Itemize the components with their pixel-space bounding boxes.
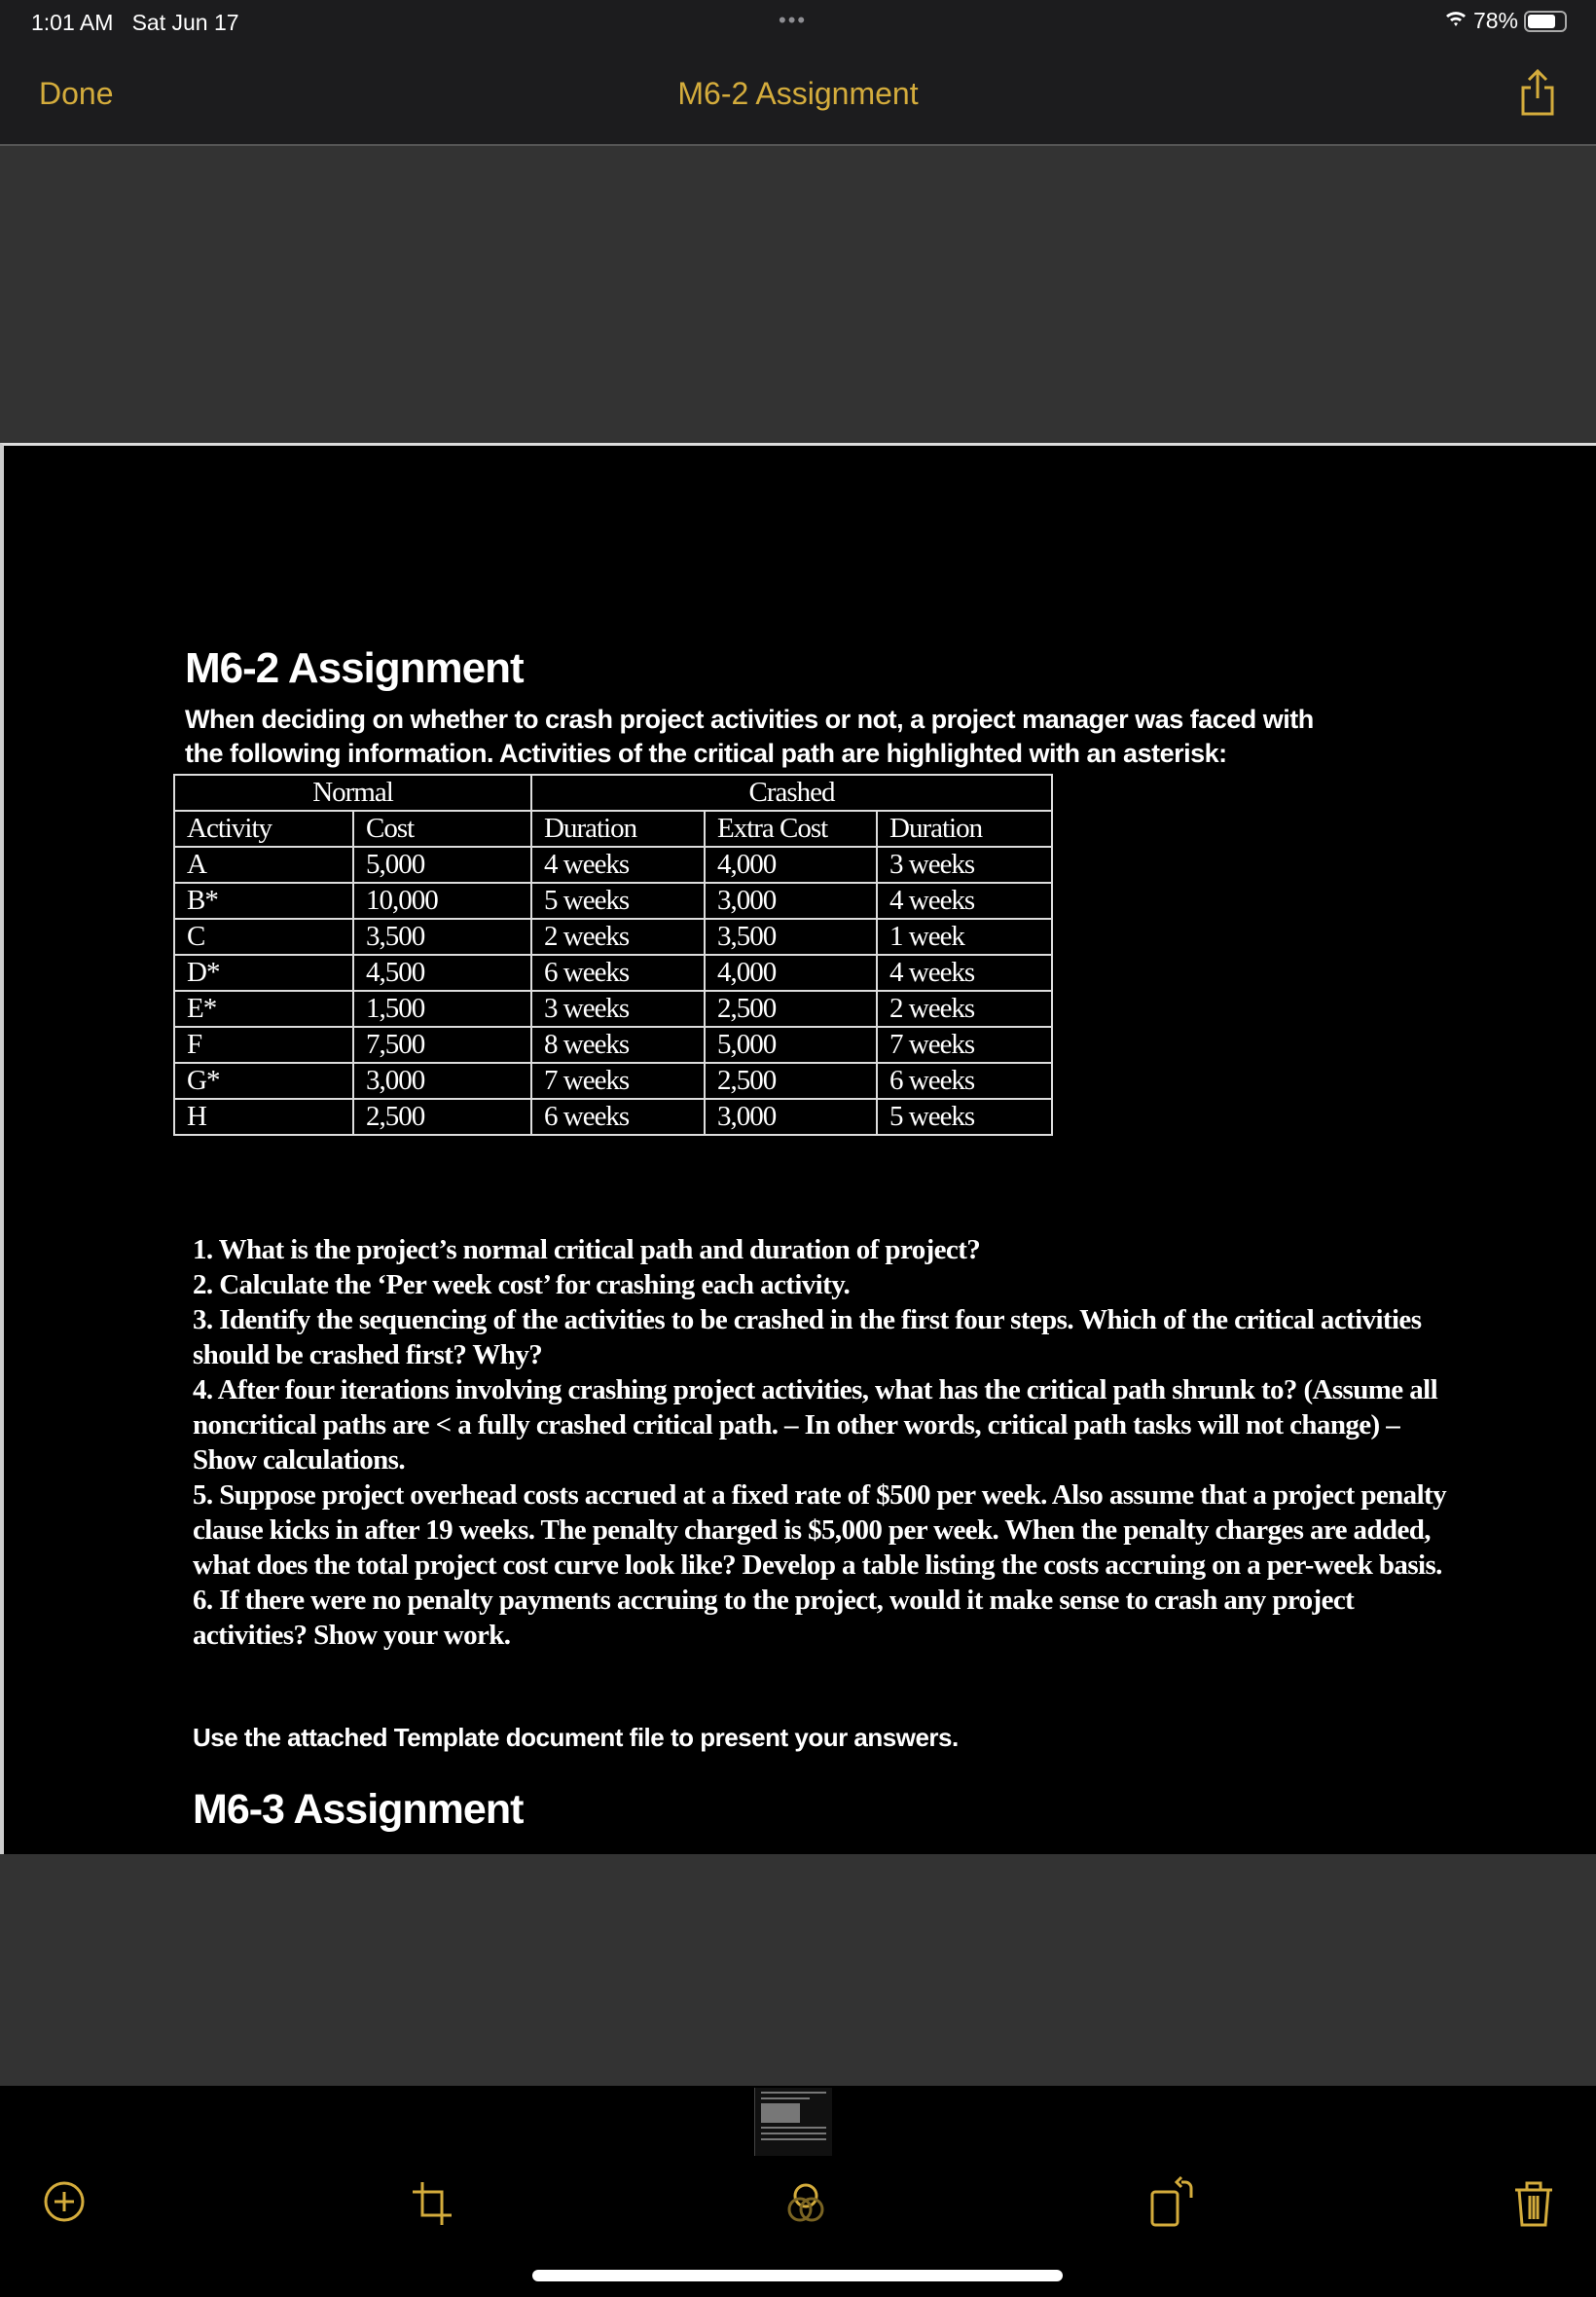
multitasking-dots[interactable]: ••• xyxy=(779,8,808,32)
table-cell: 3,500 xyxy=(705,919,877,955)
table-row xyxy=(174,1099,1052,1135)
page-gap xyxy=(0,144,1596,443)
table-cell: 4,000 xyxy=(705,955,877,991)
table-cell: 5 weeks xyxy=(531,883,705,919)
battery-icon xyxy=(1524,11,1567,32)
table-cell: 1 week xyxy=(877,919,1052,955)
table-cell: 6 weeks xyxy=(531,1099,705,1135)
table-cell: 3,000 xyxy=(705,883,877,919)
top-bar xyxy=(0,0,1596,144)
share-icon[interactable] xyxy=(1518,68,1557,122)
th-duration: Duration xyxy=(531,811,705,847)
question: 3. Identify the sequencing of the activities to be crashed in the first four steps. Which of the critical activities should be crashed first? Why? xyxy=(193,1304,1422,1370)
table-cell: 2,500 xyxy=(705,991,877,1027)
table-cell: 6 weeks xyxy=(531,955,705,991)
table-cell: F xyxy=(174,1027,353,1063)
table-cell: D* xyxy=(174,955,353,991)
table-cell: 6 weeks xyxy=(877,1063,1052,1099)
table-cell: 8 weeks xyxy=(531,1027,705,1063)
table-row xyxy=(174,1063,1052,1099)
table-cell: C xyxy=(174,919,353,955)
wifi-icon xyxy=(1444,8,1468,34)
table-cell: B* xyxy=(174,883,353,919)
filter-icon[interactable] xyxy=(784,2180,827,2232)
th-extra-cost: Extra Cost xyxy=(705,811,877,847)
table-cell: 10,000 xyxy=(353,883,531,919)
table-cell: 1,500 xyxy=(353,991,531,1027)
table-row xyxy=(174,847,1052,883)
table-cell: 7 weeks xyxy=(877,1027,1052,1063)
table-cell: 4,500 xyxy=(353,955,531,991)
next-heading: M6-3 Assignment xyxy=(193,1786,524,1833)
table-cell: 3 weeks xyxy=(877,847,1052,883)
table-cell: 2 weeks xyxy=(877,991,1052,1027)
table-cell: 2,500 xyxy=(353,1099,531,1135)
table-row xyxy=(174,991,1052,1027)
question: 2. Calculate the ‘Per week cost’ for crashing each activity. xyxy=(193,1269,851,1300)
home-indicator[interactable] xyxy=(532,2270,1063,2281)
table-cell: H xyxy=(174,1099,353,1135)
question: 5. Suppose project overhead costs accrued at a fixed rate of $500 per week. Also assume that a project penalty clause kicks in after 19 weeks. The penalty charged is $5,000 per week. When the penalty charges are added, what does the total project cost curve look like? Develop a table listing the costs accruing on a per-week basis. xyxy=(193,1479,1446,1581)
page-gap-bottom xyxy=(0,1854,1596,2086)
question: 1. What is the project’s normal critical path and duration of project? xyxy=(193,1234,981,1265)
table-row xyxy=(174,955,1052,991)
table-cell: 5 weeks xyxy=(877,1099,1052,1135)
th-crashed-duration: Duration xyxy=(877,811,1052,847)
table-row xyxy=(174,1027,1052,1063)
table-cell: E* xyxy=(174,991,353,1027)
battery-status xyxy=(1444,8,1567,34)
question: 6. If there were no penalty payments accruing to the project, would it make sense to crash any project activities? Show your work. xyxy=(193,1585,1355,1651)
crop-icon[interactable] xyxy=(411,2180,453,2232)
table-cell: 3 weeks xyxy=(531,991,705,1027)
crash-table xyxy=(173,774,1053,1136)
table-cell: 3,000 xyxy=(705,1099,877,1135)
group-crashed: Crashed xyxy=(531,775,1052,811)
table-cell: 4 weeks xyxy=(877,883,1052,919)
th-cost: Cost xyxy=(353,811,531,847)
questions-list xyxy=(193,1232,1458,1653)
add-icon[interactable] xyxy=(43,2180,86,2228)
table-cell: G* xyxy=(174,1063,353,1099)
battery-percent: 78% xyxy=(1472,8,1518,33)
table-row xyxy=(174,883,1052,919)
page-thumbnail[interactable] xyxy=(754,2088,832,2156)
template-note: Use the attached Template document file to present your answers. xyxy=(193,1723,959,1752)
done-button[interactable]: Done xyxy=(39,76,114,111)
trash-icon[interactable] xyxy=(1513,2180,1554,2232)
table-cell: 7,500 xyxy=(353,1027,531,1063)
status-time: 1:01 AM Sat Jun 17 xyxy=(31,10,239,35)
table-cell: 5,000 xyxy=(705,1027,877,1063)
doc-intro: When deciding on whether to crash project activities or not, a project manager was faced with the following information. Activities of the critical path are highlighted with an asterisk: xyxy=(185,705,1314,768)
table-cell: 3,500 xyxy=(353,919,531,955)
table-cell: 4,000 xyxy=(705,847,877,883)
table-cell: 5,000 xyxy=(353,847,531,883)
th-activity: Activity xyxy=(174,811,353,847)
table-cell: 4 weeks xyxy=(531,847,705,883)
table-row xyxy=(174,919,1052,955)
rotate-icon[interactable] xyxy=(1148,2176,1197,2232)
doc-heading: M6-2 Assignment xyxy=(185,644,524,692)
document-title: M6-2 Assignment xyxy=(677,76,919,111)
table-cell: A xyxy=(174,847,353,883)
question: 4. After four iterations involving crashing project activities, what has the critical path shrunk to? (Assume all noncritical paths are < a fully crashed critical path. – In other words, critical path tasks will not change) – Show calculations. xyxy=(193,1374,1438,1476)
group-normal: Normal xyxy=(174,775,531,811)
table-cell: 2,500 xyxy=(705,1063,877,1099)
table-cell: 2 weeks xyxy=(531,919,705,955)
table-cell: 4 weeks xyxy=(877,955,1052,991)
table-cell: 3,000 xyxy=(353,1063,531,1099)
table-cell: 7 weeks xyxy=(531,1063,705,1099)
